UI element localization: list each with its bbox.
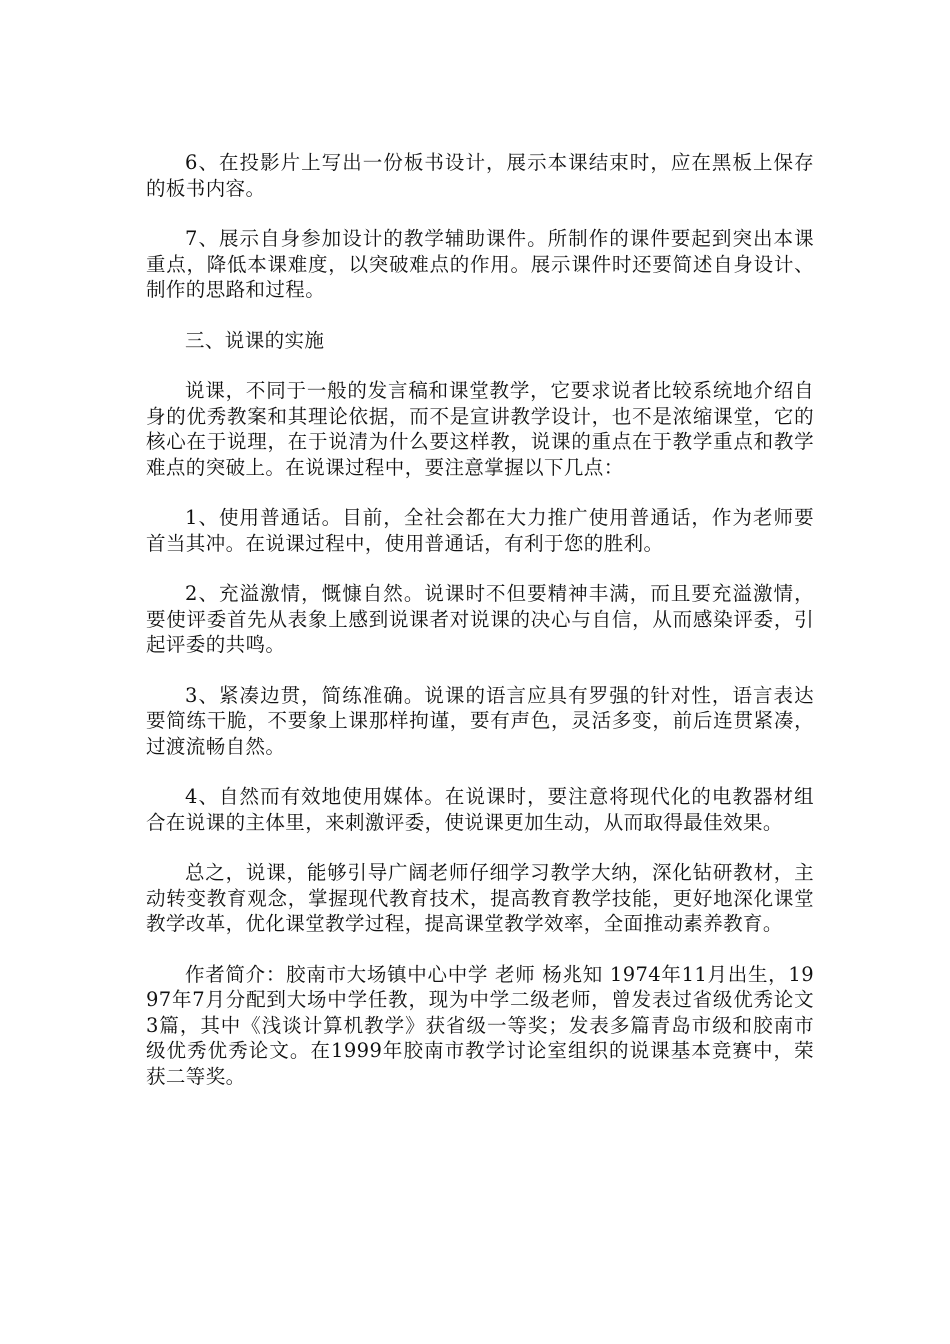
paragraph-item-6: 6、在投影片上写出一份板书设计，展示本课结束时，应在黑板上保存的板书内容。 bbox=[146, 151, 814, 200]
document-body bbox=[146, 150, 814, 1114]
paragraph-point-2: 2、充溢激情，慨慷自然。说课时不但要精神丰满，而且要充溢激情，要使评委首先从表象上感到说课者对说课的决心与自信，从而感染评委，引起评委的共鸣。 bbox=[146, 582, 814, 656]
paragraph-point-3: 3、紧凑边贯，简练准确。说课的语言应具有罗强的针对性，语言表达要简练干脆，不要象上课那样拘谨，要有声色，灵活多变，前后连贯紧凑，过渡流畅自然。 bbox=[146, 683, 814, 758]
paragraph-summary: 总之，说课，能够引导广阔老师仔细学习教学大纳，深化钻研教材，主动转变教育观念，掌握现代教育技术，提高教育教学技能，更好地深化课堂教学改革，优化课堂教学过程，提高课堂教学效率，全面推动素养教育。 bbox=[146, 861, 814, 935]
paragraph-item-7: 7、展示自身参加设计的教学辅助课件。所制作的课件要起到突出本课重点，降低本课难度，以突破难点的作用。展示课件时还要简述自身设计、制作的思路和过程。 bbox=[146, 227, 814, 301]
paragraph-point-1: 1、使用普通话。目前，全社会都在大力推广使用普通话，作为老师要首当其冲。在说课过程中，使用普通话，有利于您的胜利。 bbox=[146, 506, 814, 555]
section-heading: 三、说课的实施 bbox=[185, 328, 325, 352]
paragraph-point-4: 4、自然而有效地使用媒体。在说课时，要注意将现代化的电教器材组合在说课的主体里，来刺激评委，使说课更加生动，从而取得最佳效果。 bbox=[146, 785, 814, 834]
author-bio: 作者简介：胶南市大场镇中心中学 老师 杨兆知 1974年11月出生，1997年7月分配到大场中学任教，现为中学二级老师，曾发表过省级优秀论文3篇，其中《浅谈计算机教学》获省级一等奖；发表多篇青岛市级和胶南市级优秀优秀论文。在1999年胶南市教学讨论室组织的说课基本竞赛中，荣获二等奖。 bbox=[146, 962, 814, 1088]
paragraph-intro: 说课，不同于一般的发言稿和课堂教学，它要求说者比较系统地介绍自身的优秀教案和其理论依据，而不是宣讲教学设计，也不是浓缩课堂，它的核心在于说理，在于说清为什么要这样教，说课的重点在于教学重点和教学难点的突破上。在说课过程中，要注意掌握以下几点： bbox=[146, 379, 814, 479]
